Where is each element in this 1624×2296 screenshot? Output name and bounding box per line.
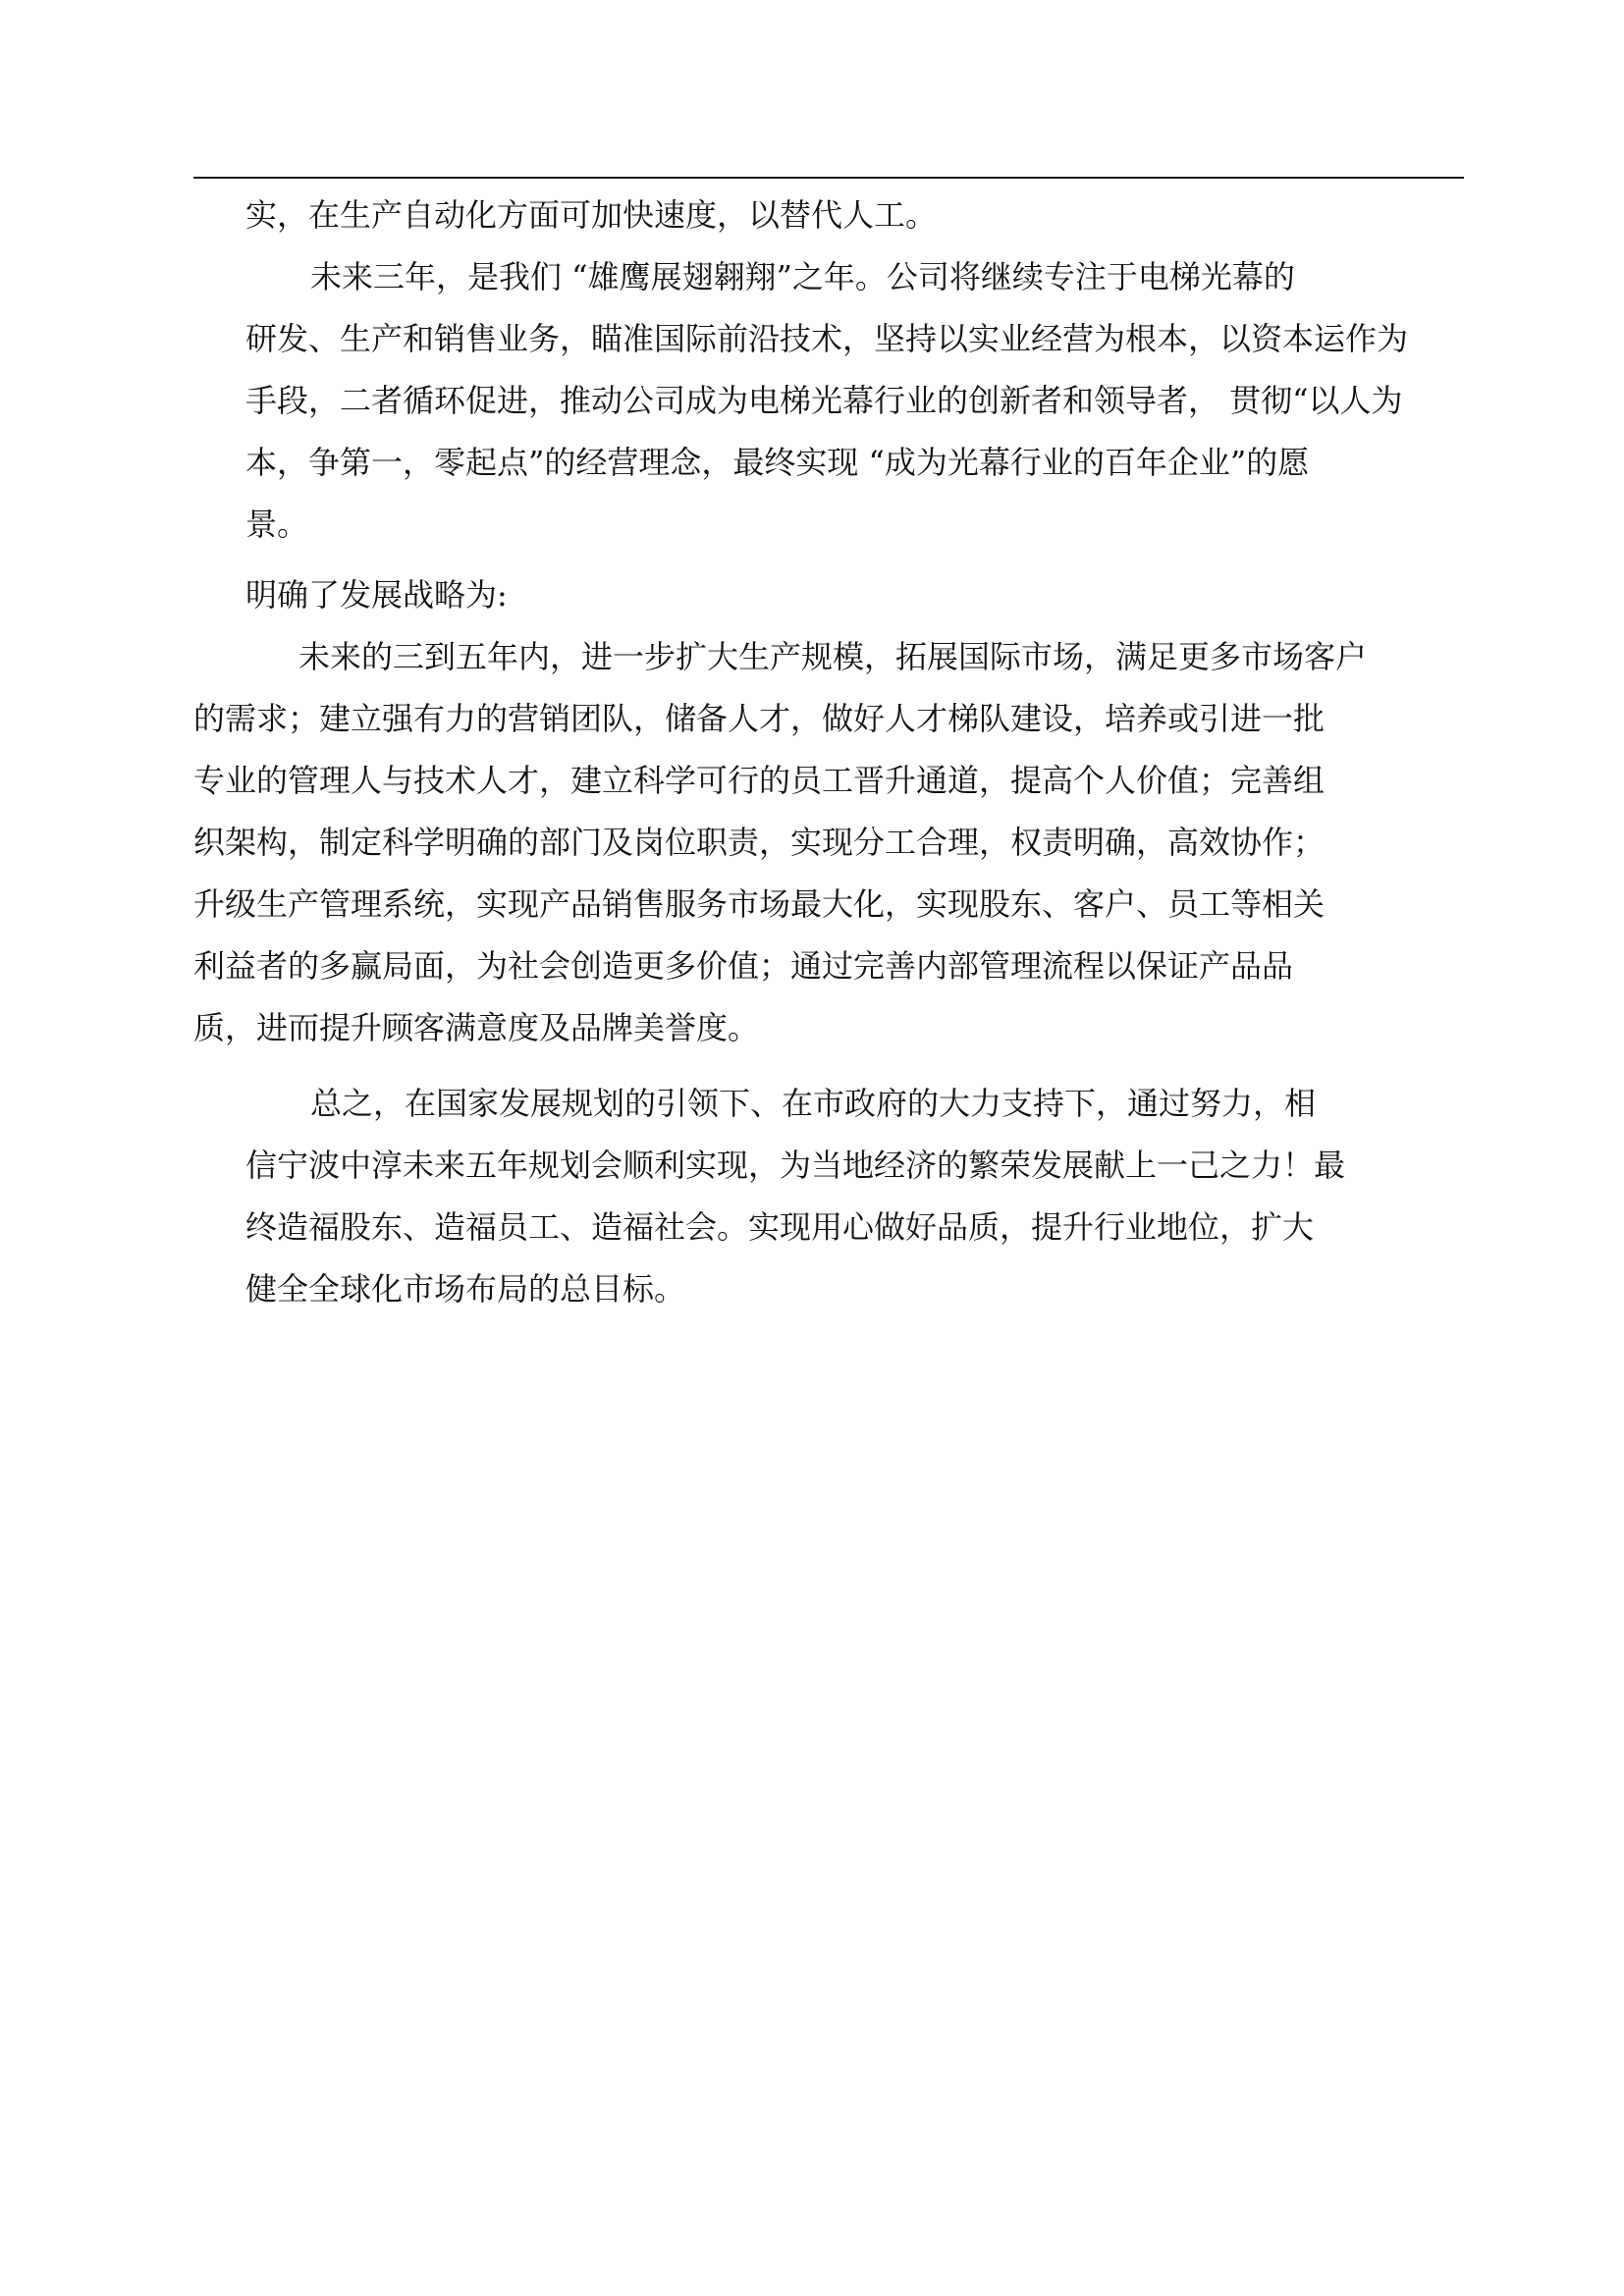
paragraph-line: 利益者的多赢局面，为社会创造更多价值；通过完善内部管理流程以保证产品品 [193, 947, 1294, 985]
paragraph-line: 手段，二者循环促进，推动公司成为电梯光幕行业的创新者和领导者， 贯彻“以人为 [245, 382, 1403, 419]
paragraph-line: 专业的管理人与技术人才，建立科学可行的员工晋升通道，提高个人价值；完善组 [193, 762, 1326, 799]
paragraph-future-three-years [245, 246, 1408, 556]
paragraph-summary [245, 1073, 1345, 1320]
paragraph-strategy [193, 626, 1367, 1059]
paragraph-line: 健全全球化市场布局的总目标。 [245, 1270, 686, 1308]
paragraph-line: 明确了发展战略为: [245, 576, 508, 614]
header-rule [193, 177, 1464, 179]
paragraph-line: 本，争第一，零起点”的经营理念，最终实现 “成为光幕行业的百年企业”的愿 [245, 444, 1310, 481]
paragraph-line: 升级生产管理系统，实现产品销售服务市场最大化，实现股东、客户、员工等相关 [193, 885, 1326, 923]
paragraph-line: 研发、生产和销售业务，瞄准国际前沿技术，坚持以实业经营为根本，以资本运作为 [245, 320, 1409, 357]
paragraph-line: 未来的三到五年内，进一步扩大生产规模，拓展国际市场，满足更多市场客户 [298, 638, 1368, 675]
paragraph-continuation [245, 185, 937, 246]
strategy-lead-in [245, 564, 508, 626]
paragraph-line: 实，在生产自动化方面可加快速度，以替代人工。 [245, 196, 938, 234]
paragraph-line: 未来三年，是我们 “雄鹰展翅翱翔”之年。公司将继续专注于电梯光幕的 [310, 258, 1295, 295]
paragraph-line: 信宁波中淳未来五年规划会顺利实现，为当地经济的繁荣发展献上一己之力！最 [245, 1147, 1346, 1184]
paragraph-line: 景。 [245, 506, 309, 543]
paragraph-line: 终造福股东、造福员工、造福社会。实现用心做好品质，提升行业地位，扩大 [245, 1208, 1315, 1246]
paragraph-line: 总之，在国家发展规划的引领下、在市政府的大力支持下，通过努力，相 [310, 1085, 1317, 1122]
paragraph-line: 的需求；建立强有力的营销团队，储备人才，做好人才梯队建设，培养或引进一批 [193, 700, 1326, 737]
paragraph-line: 织架构，制定科学明确的部门及岗位职责，实现分工合理，权责明确，高效协作； [193, 824, 1326, 861]
paragraph-line: 质，进而提升顾客满意度及品牌美誉度。 [193, 1009, 760, 1046]
